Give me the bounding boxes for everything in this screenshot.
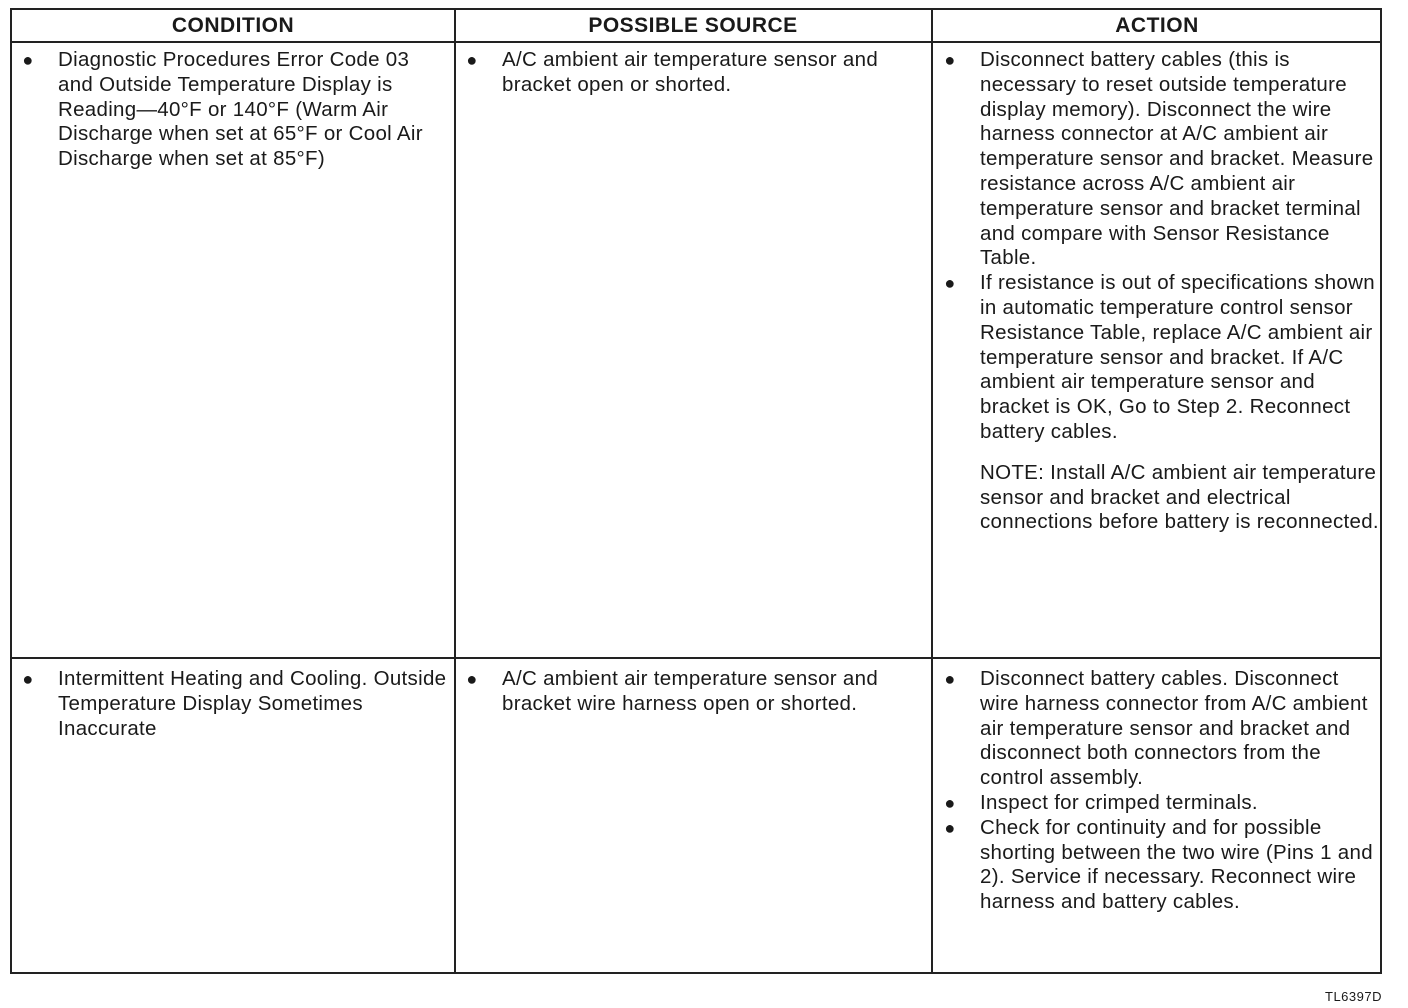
- action-text: Disconnect battery cables (this is necessary to reset outside temperature display memory). Disconnect the wire harness connector at A/C ambient air temperature sensor and bracket. Measure resistance across A/C ambient air temperature sensor and bracket terminal and compare with Sensor Resistance Table.: [980, 48, 1374, 270]
- action-item: [940, 667, 1380, 791]
- header-condition: CONDITION: [171, 14, 295, 37]
- action-text: If resistance is out of specifications shown in automatic temperature control sensor Resistance Table, replace A/C ambient air temperature sensor and bracket. If A/C ambient air temperature sensor and bracket is OK, Go to Step 2. Reconnect battery cables.: [980, 271, 1375, 443]
- header-action: ACTION: [1115, 14, 1199, 37]
- bullet-icon: ●: [466, 669, 478, 689]
- row-1-action-cell: [940, 48, 1380, 535]
- row-1-condition-cell: [18, 48, 448, 172]
- bullet-icon: ●: [944, 273, 956, 294]
- figure-id: TL6397D: [1325, 989, 1382, 1004]
- action-item: [940, 816, 1380, 915]
- header-possible-source: POSSIBLE SOURCE: [588, 14, 798, 37]
- condition-text: Diagnostic Procedures Error Code 03 and Outside Temperature Display is Reading—40°F or 140°F (Warm Air Discharge when set at 65°F or Cool Air Discharge when set at 85°F): [58, 48, 423, 171]
- bullet-icon: ●: [944, 792, 956, 813]
- bullet-icon: ●: [466, 50, 478, 70]
- action-item: [940, 48, 1380, 271]
- bullet-icon: ●: [944, 50, 956, 70]
- condition-item: [18, 48, 448, 172]
- header-divider: [12, 41, 1380, 43]
- row-2-source-cell: [462, 667, 924, 717]
- source-text: A/C ambient air temperature sensor and bracket open or shorted.: [502, 48, 879, 96]
- source-item: [462, 48, 924, 98]
- action-text: Check for continuity and for possible shorting between the two wire (Pins 1 and 2). Service if necessary. Reconnect wire harness and battery cables.: [980, 815, 1373, 914]
- action-note: NOTE: Install A/C ambient air temperature sensor and bracket and electrical connections before battery is reconnected.: [980, 460, 1379, 534]
- condition-text: Intermittent Heating and Cooling. Outside Temperature Display Sometimes Inaccurate: [58, 667, 447, 740]
- bullet-icon: ●: [22, 669, 34, 689]
- bullet-icon: ●: [944, 817, 956, 838]
- row-divider: [12, 657, 1380, 659]
- row-2-action-cell: [940, 667, 1380, 915]
- action-text: Disconnect battery cables. Disconnect wire harness connector from A/C ambient air temperature sensor and bracket and disconnect both connectors from the control assembly.: [980, 667, 1368, 790]
- action-item: [940, 791, 1380, 816]
- row-1-source-cell: [462, 48, 924, 98]
- column-divider-2: [931, 10, 933, 972]
- action-text: Inspect for crimped terminals.: [980, 790, 1258, 814]
- column-divider-1: [454, 10, 456, 972]
- bullet-icon: ●: [944, 669, 956, 689]
- action-item: [940, 271, 1380, 445]
- diagnosis-table: [10, 8, 1382, 974]
- bullet-icon: ●: [22, 50, 34, 70]
- source-item: [462, 667, 924, 717]
- row-2-condition-cell: [18, 667, 448, 741]
- condition-item: [18, 667, 448, 741]
- source-text: A/C ambient air temperature sensor and bracket wire harness open or shorted.: [502, 667, 879, 715]
